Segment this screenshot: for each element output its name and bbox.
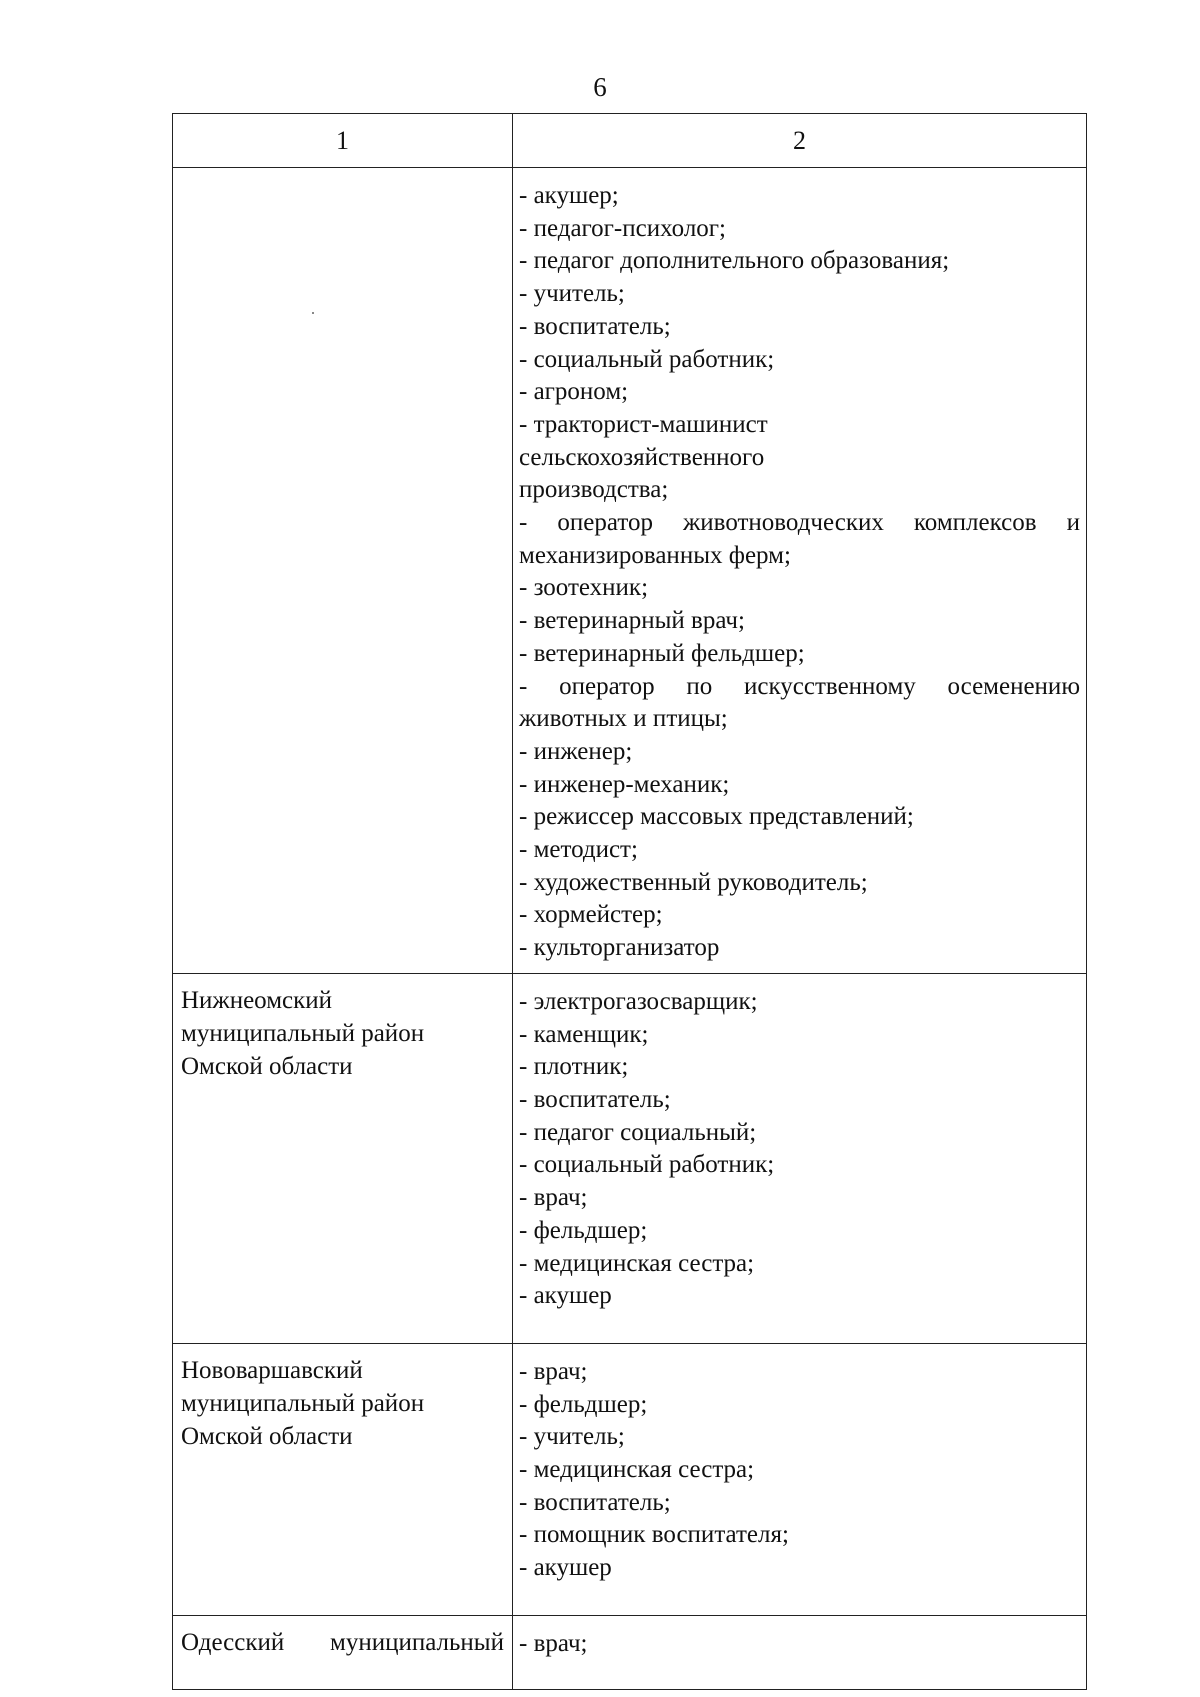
table-row xyxy=(173,973,1087,1343)
professions-cell xyxy=(513,1343,1087,1615)
professions-table xyxy=(172,113,1087,1690)
table-header-row xyxy=(173,114,1087,168)
professions-cell xyxy=(513,168,1087,974)
list-item: - ветеринарный врач; xyxy=(519,607,745,635)
table-row xyxy=(173,168,1087,974)
list-item: - врач; xyxy=(519,1629,588,1657)
list-item: - каменщик; xyxy=(519,1020,649,1048)
region-name: Одесский муниципальный xyxy=(181,1628,504,1656)
professions-cell xyxy=(513,1615,1087,1689)
list-item: - фельдшер; xyxy=(519,1390,648,1418)
list-item: - фельдшер; xyxy=(519,1216,648,1244)
list-item: - медицинская сестра; xyxy=(519,1455,755,1483)
list-item: - инженер; xyxy=(519,737,633,765)
list-item: - медицинская сестра; xyxy=(519,1249,755,1277)
list-item: - акушер xyxy=(519,1282,612,1310)
region-cell xyxy=(173,973,513,1343)
list-item: - плотник; xyxy=(519,1053,629,1081)
list-item: - социальный работник; xyxy=(519,345,775,373)
list-item: - помощник воспитателя; xyxy=(519,1521,789,1549)
list-item: - оператор животноводческих комплексов и механизированных ферм; xyxy=(519,509,1080,569)
column-header-1: 1 xyxy=(173,114,513,168)
list-item: - художественный руководитель; xyxy=(519,868,868,896)
list-item: - воспитатель; xyxy=(519,1085,671,1113)
list-item: - педагог-психолог; xyxy=(519,214,726,242)
professions-list xyxy=(519,1628,1080,1661)
list-item: - культорганизатор xyxy=(519,934,720,962)
list-item: - воспитатель; xyxy=(519,312,671,340)
professions-list xyxy=(519,1356,1080,1585)
professions-cell xyxy=(513,973,1087,1343)
region-cell xyxy=(173,1615,513,1689)
list-item: - зоотехник; xyxy=(519,574,649,602)
list-item: - хормейстер; xyxy=(519,901,663,929)
professions-list xyxy=(519,180,1080,965)
table-row xyxy=(173,1615,1087,1689)
list-item: - акушер; xyxy=(519,182,619,209)
page-number: 6 xyxy=(593,72,607,102)
list-item: - учитель; xyxy=(519,1423,625,1451)
list-item: - агроном; xyxy=(519,378,629,406)
list-item: - врач; xyxy=(519,1357,588,1385)
list-item: - социальный работник; xyxy=(519,1151,775,1179)
list-item: - оператор по искусственному осеменению животных и птицы; xyxy=(519,672,1080,733)
table-row xyxy=(173,1343,1087,1615)
professions-list xyxy=(519,986,1080,1313)
list-item: - тракторист-машинист сельскохозяйственного производства; xyxy=(519,410,768,504)
column-header-2: 2 xyxy=(513,114,1087,168)
list-item: - учитель; xyxy=(519,280,625,308)
list-item: - педагог социальный; xyxy=(519,1118,757,1146)
list-item: - ветеринарный фельдшер; xyxy=(519,639,805,667)
list-item: - педагог дополнительного образования; xyxy=(519,247,950,275)
region-name: Нижнеомский муниципальный район Омской области xyxy=(181,986,425,1080)
list-item: - врач; xyxy=(519,1184,588,1212)
list-item: - воспитатель; xyxy=(519,1488,671,1516)
region-name: Нововаршавский муниципальный район Омской области xyxy=(181,1356,425,1450)
region-cell xyxy=(173,168,513,974)
list-item: - инженер-механик; xyxy=(519,770,730,798)
list-item: - методист; xyxy=(519,836,638,864)
list-item: - акушер xyxy=(519,1554,612,1582)
region-cell xyxy=(173,1343,513,1615)
list-item: - режиссер массовых представлений; xyxy=(519,803,914,831)
list-item: - электрогазосварщик; xyxy=(519,987,758,1015)
